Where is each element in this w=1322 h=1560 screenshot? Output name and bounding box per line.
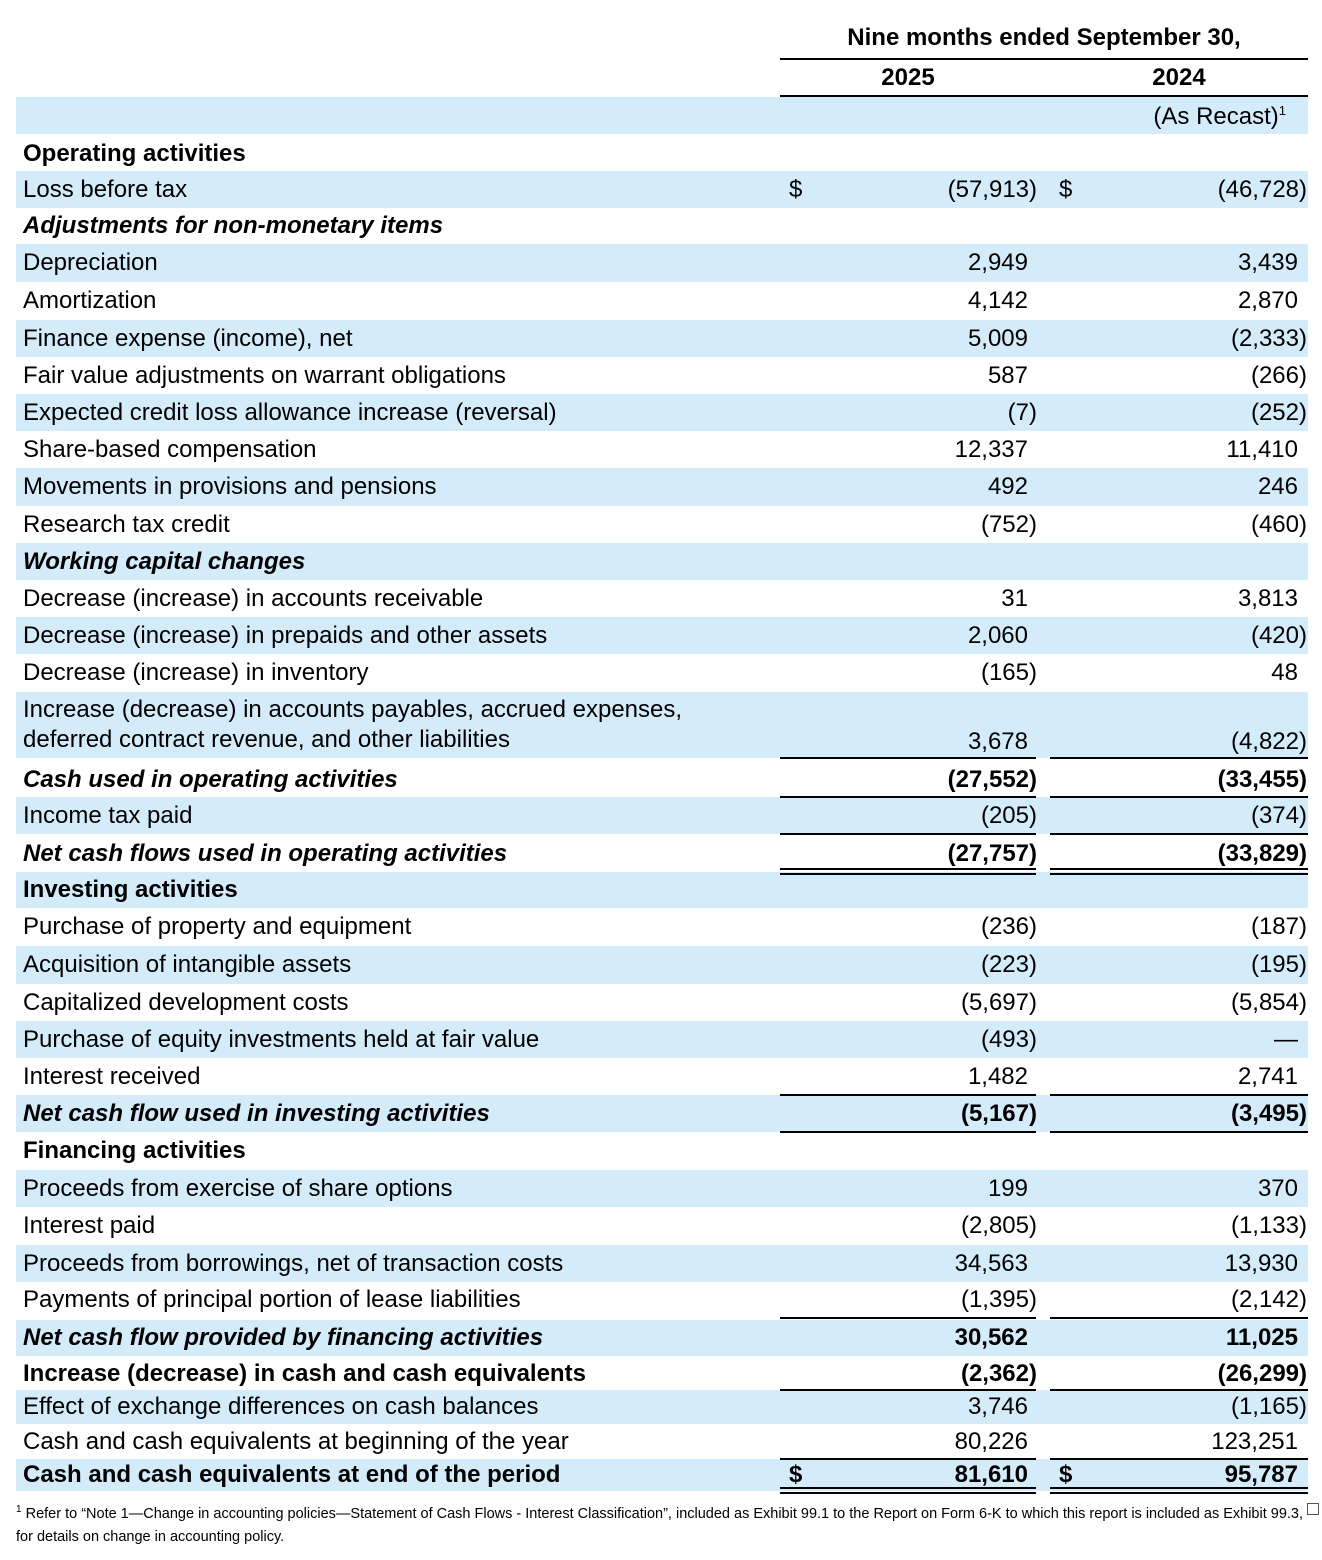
value-2025: (27,757) [947, 840, 1037, 867]
value-2025: (752) [980, 511, 1037, 538]
value-2024: 13,930 [1224, 1250, 1298, 1277]
table-row [16, 984, 1308, 1021]
year-2024-header: 2024 [1152, 64, 1206, 91]
subtotal-rule-2024 [1050, 1458, 1308, 1460]
row-label: Net cash flows used in operating activities [23, 840, 508, 867]
value-2025: 30,562 [954, 1324, 1028, 1351]
subtotal-rule-2025 [780, 1389, 1036, 1391]
value-2025: (27,552) [947, 766, 1037, 793]
row-label: Decrease (increase) in accounts receivable [23, 585, 484, 612]
value-2024: (420) [1250, 622, 1307, 649]
value-2024: (252) [1250, 399, 1307, 426]
table-row [16, 1390, 1308, 1424]
table-row [16, 1021, 1308, 1058]
row-label: Net cash flow provided by financing activities [23, 1324, 544, 1351]
value-2025: 2,949 [967, 249, 1028, 276]
row-label: Income tax paid [23, 802, 193, 829]
table-row [16, 835, 1308, 872]
row-label: Depreciation [23, 249, 158, 276]
subtotal-rule-2024 [1050, 796, 1308, 798]
table-row [16, 1132, 1308, 1170]
subtotal-rule-2025 [780, 1317, 1036, 1319]
row-label: Payments of principal portion of lease liabilities [23, 1286, 521, 1313]
value-2024: 370 [1257, 1175, 1298, 1202]
value-2025: (493) [980, 1026, 1037, 1053]
value-2025: (7) [1007, 399, 1037, 426]
value-2024: 11,025 [1225, 1324, 1298, 1351]
footnote-text: Refer to “Note 1—Change in accounting policies—Statement of Cash Flows - Interest Classification”, included as Exhibit 99.1 to the Report on Form 6-K to which this report is included as Exhibit 99.3, for details on change in accounting policy. [16, 1505, 1304, 1545]
table-row [16, 692, 1308, 758]
row-label: Proceeds from borrowings, net of transaction costs [23, 1250, 564, 1277]
row-label: Increase (decrease) in cash and cash equivalents [23, 1360, 586, 1387]
value-2025: 3,746 [967, 1393, 1028, 1420]
table-row [16, 244, 1308, 282]
currency-sign-2025: $ [789, 176, 803, 203]
value-2024: (3,495) [1230, 1100, 1307, 1127]
value-2025: (165) [980, 659, 1037, 686]
currency-sign-2025: $ [789, 1461, 803, 1488]
row-label: Fair value adjustments on warrant obligations [23, 362, 506, 389]
row-label: Cash used in operating activities [23, 766, 398, 793]
table-row [16, 763, 1308, 797]
table-row [16, 908, 1308, 946]
table-row [16, 1170, 1308, 1207]
value-2024: 48 [1271, 659, 1298, 686]
subtotal-rule-2025 [780, 1458, 1036, 1460]
row-label: Investing activities [23, 876, 238, 903]
year-2025-header: 2025 [881, 64, 935, 91]
table-row [16, 282, 1308, 320]
value-2024: (266) [1250, 362, 1307, 389]
table-row [16, 654, 1308, 692]
value-2024: (5,854) [1230, 989, 1307, 1016]
row-label: Effect of exchange differences on cash balances [23, 1393, 539, 1420]
row-label: Decrease (increase) in prepaids and other assets [23, 622, 548, 649]
table-row [16, 506, 1308, 543]
subtotal-rule-2024 [1050, 1389, 1308, 1391]
table-row [16, 617, 1308, 654]
value-2024: (33,829) [1217, 840, 1307, 867]
table-row [16, 357, 1308, 394]
subtotal-rule-2025 [780, 833, 1036, 835]
value-2025: (2,805) [960, 1212, 1037, 1239]
table-row [16, 1320, 1308, 1356]
value-2025: 4,142 [967, 287, 1028, 314]
value-2024: (26,299) [1217, 1360, 1307, 1387]
value-2024: — [1274, 1026, 1298, 1053]
subtotal-rule-2025 [780, 757, 1036, 759]
row-label: Cash and cash equivalents at end of the period [23, 1461, 561, 1488]
value-2024: 246 [1257, 473, 1298, 500]
footnote-marker: 1 [16, 1504, 22, 1515]
value-2024: (2,333) [1230, 325, 1307, 352]
value-2024: (4,822) [1230, 728, 1307, 755]
as-recast-label: (As Recast)$^1$ [1153, 103, 1286, 130]
value-2024: 2,870 [1237, 287, 1298, 314]
row-label: Proceeds from exercise of share options [23, 1175, 453, 1202]
row-label: Capitalized development costs [23, 989, 349, 1016]
value-2024: 123,251 [1211, 1428, 1298, 1455]
subtotal-rule-2024 [1050, 757, 1308, 759]
subtotal-rule-2024 [1050, 1131, 1308, 1133]
table-row [16, 171, 1308, 208]
row-label: Finance expense (income), net [23, 325, 353, 352]
value-2024: (46,728) [1217, 176, 1307, 203]
value-2025: 492 [987, 473, 1028, 500]
value-2024: (460) [1250, 511, 1307, 538]
row-label-line-1: Increase (decrease) in accounts payables, accrued expenses, [23, 696, 683, 723]
row-label: Acquisition of intangible assets [23, 951, 352, 978]
row-label: Net cash flow used in investing activities [23, 1100, 490, 1127]
table-row [16, 1058, 1308, 1095]
value-2025: (5,697) [960, 989, 1037, 1016]
value-2024: (1,133) [1230, 1212, 1307, 1239]
table-row [16, 1424, 1308, 1459]
footnote-box-icon [1307, 1503, 1319, 1515]
row-label: Expected credit loss allowance increase (reversal) [23, 399, 557, 426]
value-2025: 5,009 [967, 325, 1028, 352]
table-row [16, 543, 1308, 580]
period-header: Nine months ended September 30, [847, 24, 1241, 51]
value-2024: 2,741 [1237, 1063, 1298, 1090]
row-label: Working capital changes [23, 548, 306, 575]
table-row [16, 797, 1308, 834]
row-label: Research tax credit [23, 511, 230, 538]
value-2025: (1,395) [960, 1286, 1037, 1313]
row-label [23, 695, 682, 755]
value-2024: (187) [1250, 913, 1307, 940]
value-2025: 80,226 [954, 1428, 1028, 1455]
row-label: Purchase of equity investments held at fair value [23, 1026, 540, 1053]
table-row [16, 1358, 1308, 1390]
period-header-rule [780, 58, 1308, 60]
value-2025: (2,362) [960, 1360, 1037, 1387]
table-row [16, 136, 1308, 171]
subtotal-rule-2024 [1050, 868, 1308, 875]
value-2024: 3,813 [1237, 585, 1298, 612]
table-row [16, 580, 1308, 617]
row-label: Movements in provisions and pensions [23, 473, 437, 500]
value-2024: (33,455) [1217, 766, 1307, 793]
value-2025: 81,610 [954, 1461, 1028, 1488]
value-2025: 12,337 [954, 436, 1028, 463]
table-row [16, 208, 1308, 244]
row-label-line-2: deferred contract revenue, and other liabilities [23, 726, 510, 753]
subtotal-rule-2025 [780, 1131, 1036, 1133]
value-2025: (5,167) [960, 1100, 1037, 1127]
row-label: Share-based compensation [23, 436, 317, 463]
table-row [16, 394, 1308, 431]
subtotal-rule-2024 [1050, 833, 1308, 835]
row-label: Interest received [23, 1063, 201, 1090]
value-2025: 587 [987, 362, 1028, 389]
table-row [16, 1095, 1308, 1132]
value-2024: 11,410 [1226, 436, 1298, 463]
value-2025: 31 [1001, 585, 1028, 612]
value-2025: 2,060 [967, 622, 1028, 649]
table-row [16, 1282, 1308, 1318]
value-2025: 34,563 [954, 1250, 1028, 1277]
table-row [16, 946, 1308, 984]
footnote [16, 1498, 1306, 1549]
subtotal-rule-2025 [780, 796, 1036, 798]
value-2024: 95,787 [1224, 1461, 1298, 1488]
value-2024: 3,439 [1237, 249, 1298, 276]
value-2024: (1,165) [1230, 1393, 1307, 1420]
row-label: Financing activities [23, 1137, 246, 1164]
value-2025: (223) [980, 951, 1037, 978]
value-2024: (2,142) [1230, 1286, 1307, 1313]
row-label: Amortization [23, 287, 157, 314]
row-label: Decrease (increase) in inventory [23, 659, 369, 686]
table-row [16, 1207, 1308, 1245]
row-label: Operating activities [23, 140, 246, 167]
row-label: Cash and cash equivalents at beginning of the year [23, 1428, 569, 1455]
row-label: Interest paid [23, 1212, 156, 1239]
table-row [16, 872, 1308, 908]
table-row [16, 431, 1308, 468]
value-2025: 3,678 [967, 728, 1028, 755]
currency-sign-2024: $ [1059, 176, 1073, 203]
table-row [16, 1245, 1308, 1282]
row-label: Loss before tax [23, 176, 188, 203]
subtotal-rule-2024 [1050, 1487, 1308, 1494]
value-2024: (195) [1250, 951, 1307, 978]
value-2024: (374) [1250, 802, 1307, 829]
table-row [16, 320, 1308, 357]
row-label: Purchase of property and equipment [23, 913, 412, 940]
subtotal-rule-2024 [1050, 1094, 1308, 1096]
table-row [16, 468, 1308, 506]
value-2025: (57,913) [947, 176, 1037, 203]
recast-band [16, 97, 1308, 134]
subtotal-rule-2024 [1050, 1317, 1308, 1319]
row-label: Adjustments for non-monetary items [23, 212, 444, 239]
value-2025: 199 [987, 1175, 1028, 1202]
subtotal-rule-2025 [780, 1094, 1036, 1096]
subtotal-rule-2025 [780, 1487, 1036, 1494]
subtotal-rule-2025 [780, 868, 1036, 875]
currency-sign-2024: $ [1059, 1461, 1073, 1488]
value-2025: 1,482 [967, 1063, 1028, 1090]
value-2025: (236) [980, 913, 1037, 940]
value-2025: (205) [980, 802, 1037, 829]
